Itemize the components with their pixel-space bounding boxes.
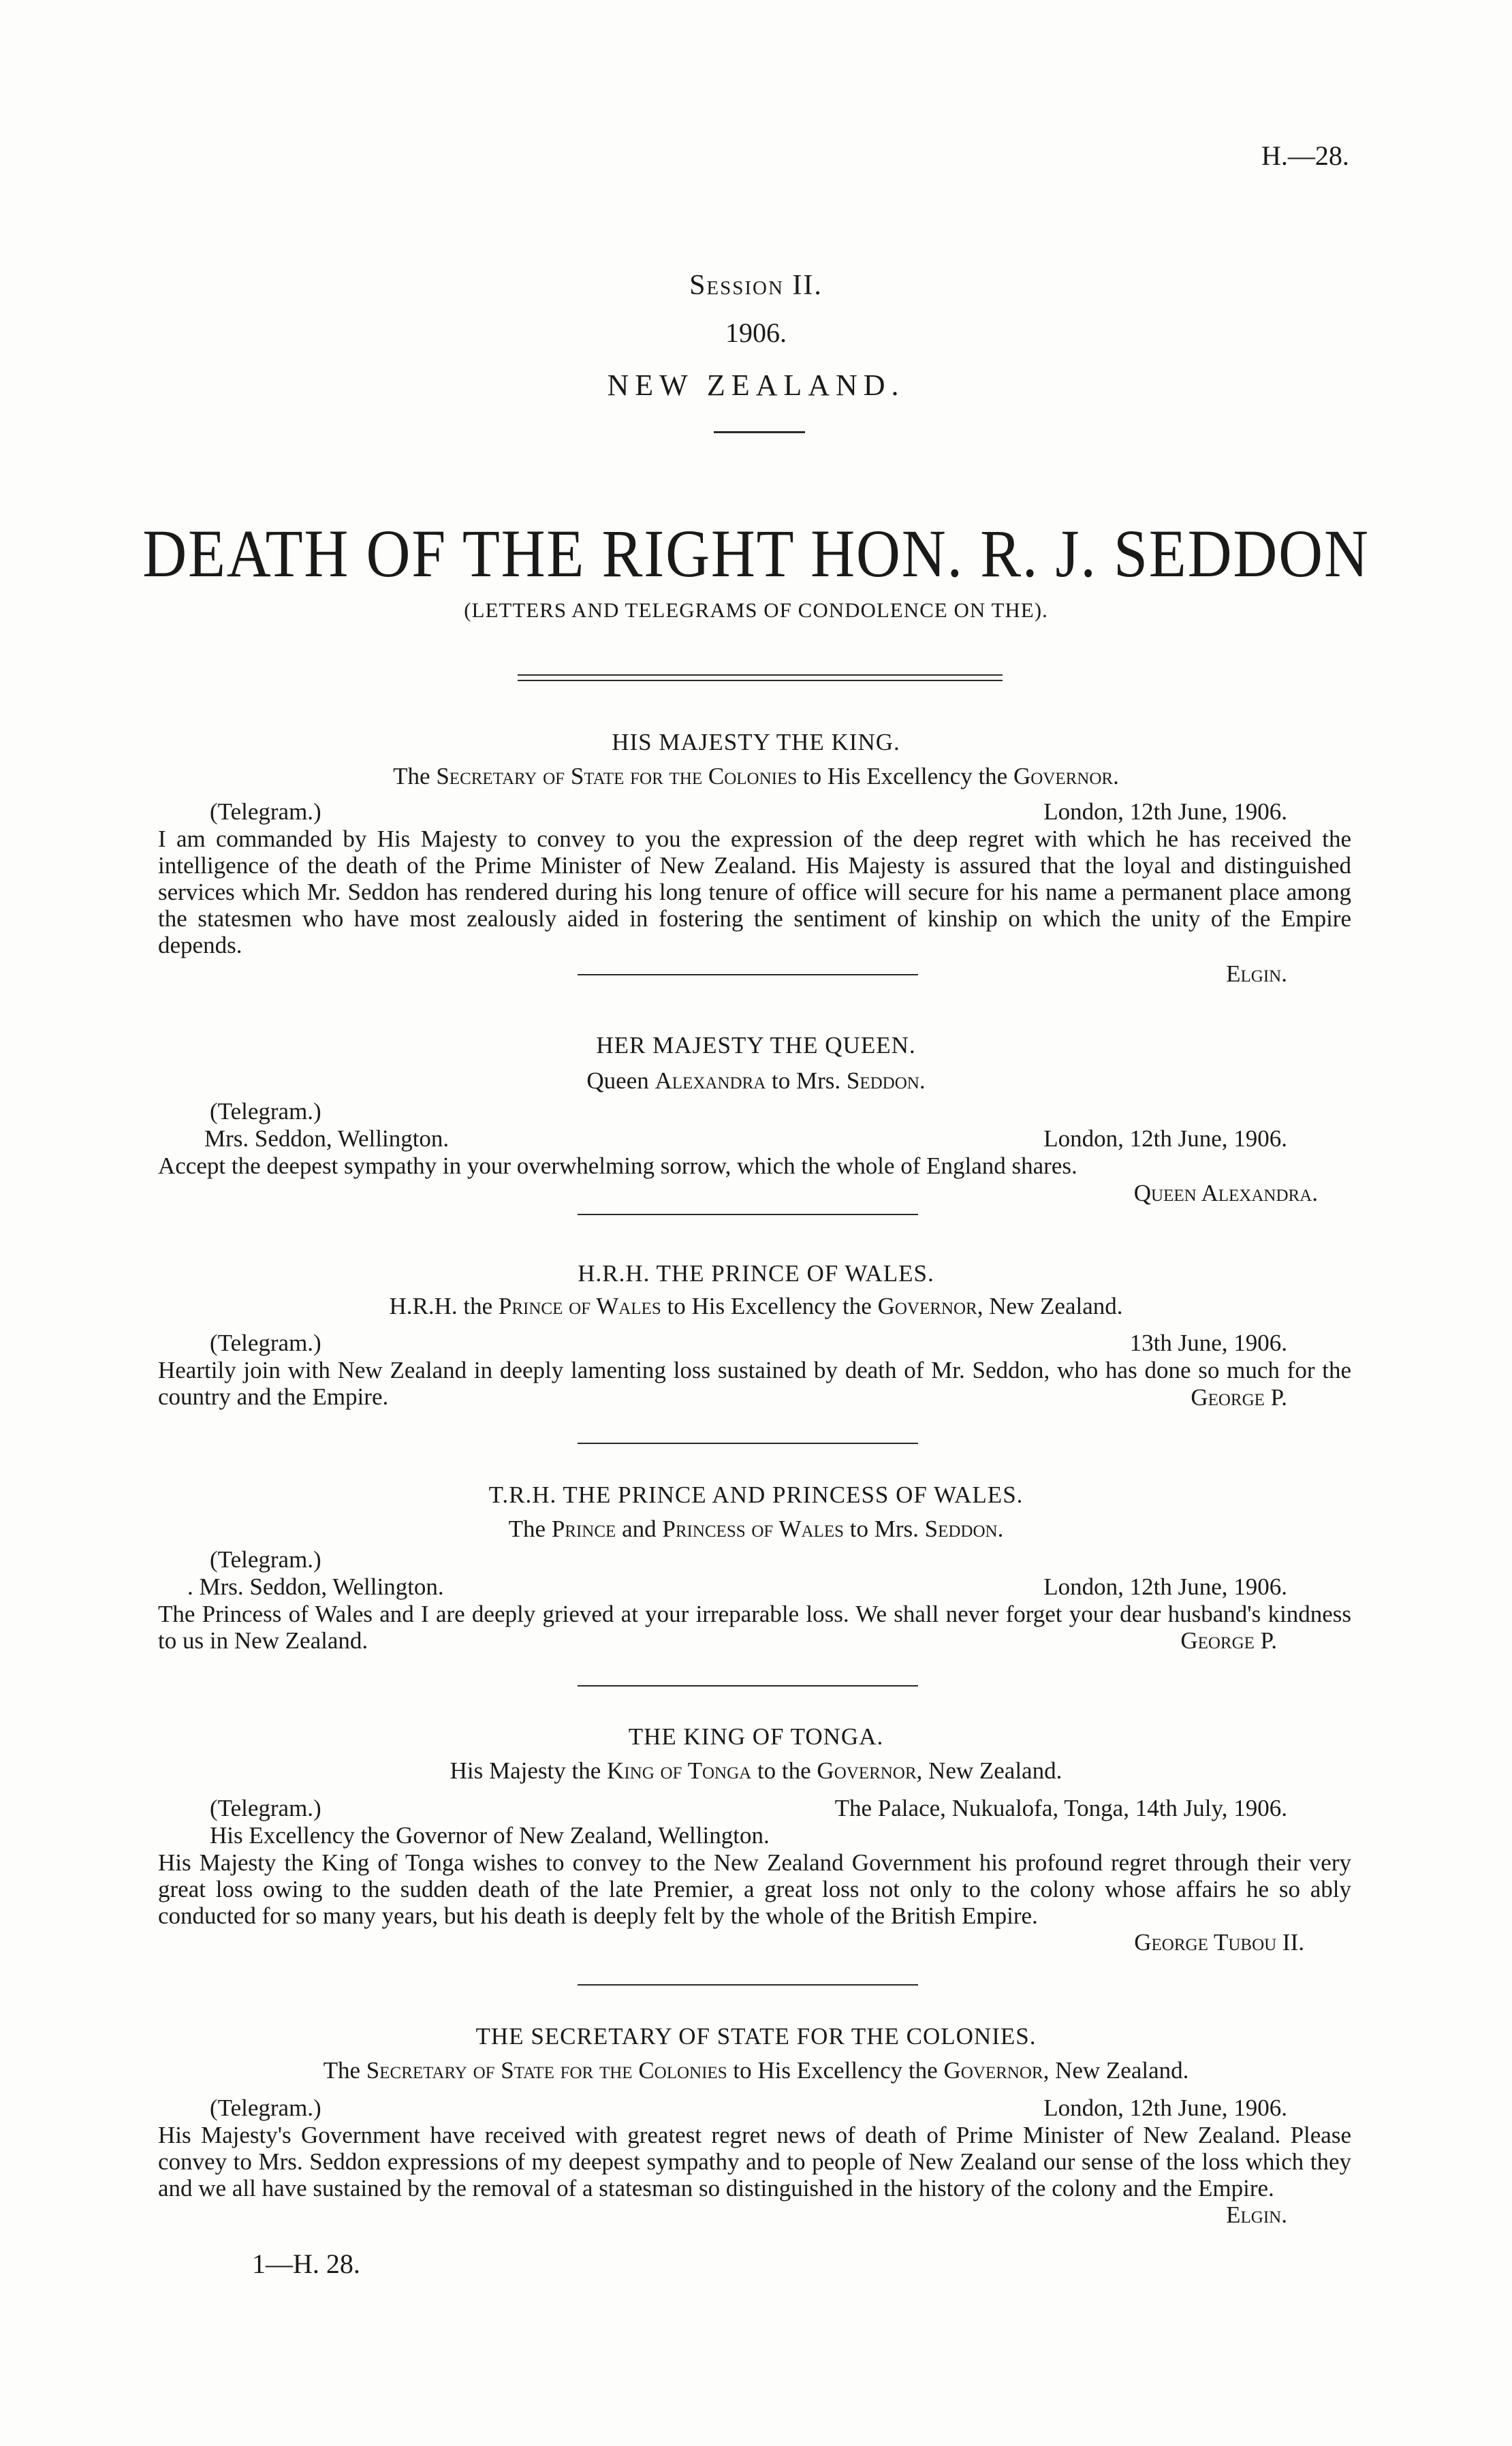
section-heading-royal-couple: T.R.H. THE PRINCE AND PRINCESS OF WALES. [488,1481,1024,1508]
section-fromto-queen: Queen Alexandra to Mrs. Seddon. [586,1067,926,1094]
section-heading-queen: HER MAJESTY THE QUEEN. [596,1032,916,1059]
document-subtitle: (LETTERS AND TELEGRAMS OF CONDOLENCE ON THE). [464,598,1048,622]
telegram-label-tonga: (Telegram.) [210,1795,321,1821]
section-fromto-tonga: His Majesty the King of Tonga to the Governor, New Zealand. [450,1757,1062,1784]
section-fromto-prince: H.R.H. the Prince of Wales to His Excellency the Governor, New Zealand. [389,1293,1123,1319]
telegram-label-queen: (Telegram.) [210,1098,321,1125]
signature-tonga: George Tubou II. [1134,1929,1304,1956]
section-fromto-king: The Secretary of State for the Colonies to His Excellency the Governor. [393,763,1119,789]
signature-royal-couple: George P. [1180,1627,1277,1654]
page-reference: H.—28. [1261,140,1349,171]
message-body-queen: Accept the deepest sympathy in your overwhelming sorrow, which the whole of England shares. [158,1153,1077,1179]
section-divider-5 [578,1984,918,1986]
section-fromto-secretary: The Secretary of State for the Colonies to His Excellency the Governor, New Zealand. [323,2057,1189,2084]
telegram-label-king: (Telegram.) [210,798,321,825]
telegram-label-secretary: (Telegram.) [210,2095,321,2121]
place-date-queen: London, 12th June, 1906. [1043,1125,1287,1152]
section-divider-4 [578,1685,918,1687]
message-body-tonga: His Majesty the King of Tonga wishes to convey to the New Zealand Government his profound regret through their very great loss owing to the sudden death of the late Premier, a great loss not only to the colony whose affairs he so ably conducted for so many years, but his death is deeply felt by the whole of the British Empire. [158,1849,1351,1929]
place-date-royal-couple: London, 12th June, 1906. [1043,1573,1287,1600]
title-double-rule-top [518,674,1003,676]
section-heading-king: HIS MAJESTY THE KING. [612,729,900,755]
signature-prince: George P. [1191,1384,1287,1411]
section-divider-3 [578,1443,918,1444]
section-heading-tonga: THE KING OF TONGA. [628,1723,884,1750]
signature-king: Elgin. [1226,960,1287,987]
country-label: NEW ZEALAND. [607,369,905,402]
sheet-mark: 1—H. 28. [252,2248,360,2279]
title-double-rule-bottom [518,680,1003,681]
document-title: DEATH OF THE RIGHT HON. R. J. SEDDON [142,516,1370,591]
telegram-label-prince: (Telegram.) [210,1330,321,1356]
telegram-label-royal-couple: (Telegram.) [210,1546,321,1573]
section-heading-prince: H.R.H. THE PRINCE OF WALES. [578,1260,934,1287]
addressee-royal-couple: . Mrs. Seddon, Wellington. [187,1573,444,1600]
message-body-prince: Heartily join with New Zealand in deeply lamenting loss sustained by death of Mr. Seddon, who has done so much for the country and the Empire. [158,1357,1351,1410]
message-body-secretary: His Majesty's Government have received with greatest regret news of death of Prime Minister of New Zealand. Please convey to Mrs. Seddon expressions of my deepest sympathy and to people of New Zealand our sense of the loss which they and we all have sustained by the removal of a statesman so distinguished in the history of the colony and the Empire. [158,2122,1351,2201]
section-divider-1 [578,974,918,975]
place-date-prince: 13th June, 1906. [1129,1330,1287,1356]
signature-secretary: Elgin. [1226,2201,1287,2228]
signature-queen: Queen Alexandra. [1133,1180,1318,1206]
header-divider [714,431,805,433]
addressee-queen: Mrs. Seddon, Wellington. [204,1125,450,1152]
place-date-tonga: The Palace, Nukualofa, Tonga, 14th July, 1906. [834,1795,1287,1821]
session-label: Session II. [689,270,823,301]
place-date-king: London, 12th June, 1906. [1043,798,1287,825]
section-fromto-royal-couple: The Prince and Princess of Wales to Mrs. Seddon. [508,1516,1004,1542]
year-label: 1906. [725,317,787,348]
addressee-tonga: His Excellency the Governor of New Zealand, Wellington. [210,1822,770,1849]
place-date-secretary: London, 12th June, 1906. [1043,2095,1287,2121]
section-divider-2 [578,1214,918,1215]
message-body-royal-couple: The Princess of Wales and I are deeply grieved at your irreparable loss. We shall never forget your dear husband's kindness to us in New Zealand. [158,1601,1351,1654]
section-heading-secretary: THE SECRETARY OF STATE FOR THE COLONIES. [475,2023,1037,2050]
message-body-king: I am commanded by His Majesty to convey to you the expression of the deep regret with which he has received the intelligence of the death of the Prime Minister of New Zealand. His Majesty is assured that the loyal and distinguished services which Mr. Seddon has rendered during his long tenure of office will secure for his name a permanent place among the statesmen who have most zealously aided in fostering the sentiment of kinship on which the unity of the Empire depends. [158,826,1351,958]
